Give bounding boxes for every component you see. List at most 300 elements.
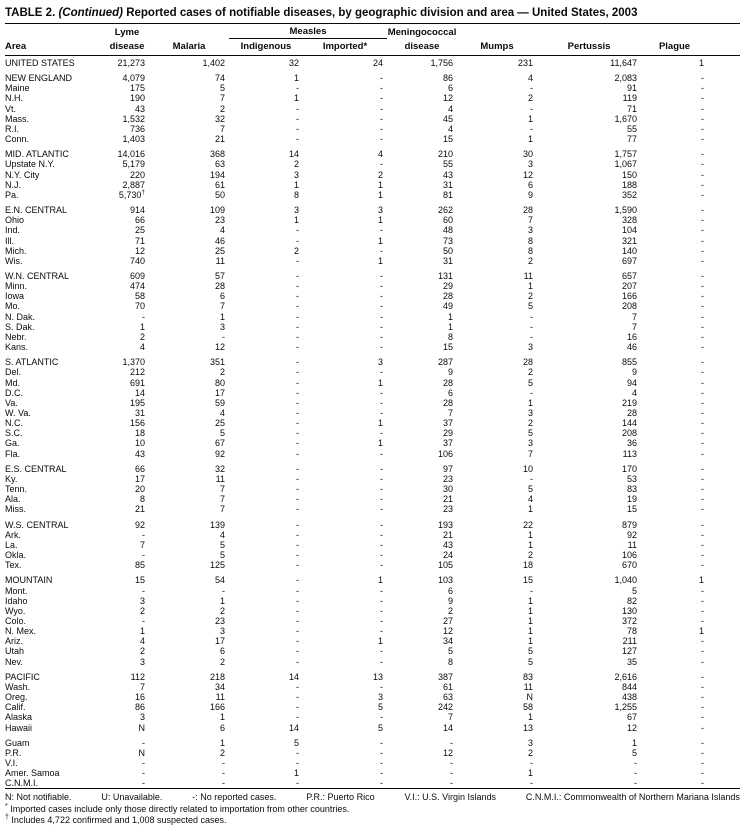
value-cell: - xyxy=(380,281,384,292)
table-row xyxy=(5,449,740,459)
value-cell: - xyxy=(380,448,384,459)
area-cell: N. Dak. xyxy=(5,311,36,322)
area-cell: Wyo. xyxy=(5,605,26,616)
filler-cell xyxy=(708,646,740,656)
value-cell: 85 xyxy=(134,560,145,571)
footnote-marker: † xyxy=(5,813,9,821)
value-cell: - xyxy=(701,73,705,84)
value-cell: 1 xyxy=(293,215,299,226)
value-cell: - xyxy=(701,159,705,170)
value-cell: 43 xyxy=(134,448,145,459)
col-header-indigenous: Indigenous xyxy=(229,39,303,56)
value-cell: 10 xyxy=(523,463,534,474)
value-cell: 5 xyxy=(528,484,534,495)
value-cell: 208 xyxy=(621,301,638,312)
value-cell: - xyxy=(701,529,705,540)
value-cell: 3 xyxy=(219,321,225,332)
value-cell: - xyxy=(380,408,384,418)
filler-cell xyxy=(708,357,740,367)
value-cell: - xyxy=(701,463,705,474)
value-cell: 1 xyxy=(293,768,299,779)
legend-item: -: No reported cases. xyxy=(192,792,277,803)
value-cell: 12 xyxy=(523,169,534,180)
value-cell: 2 xyxy=(528,747,534,758)
value-cell: - xyxy=(296,428,299,439)
value-cell: - xyxy=(701,428,705,439)
value-cell: 28 xyxy=(443,291,454,302)
table-row xyxy=(5,438,740,448)
table-row xyxy=(5,626,740,636)
value-cell: 4 xyxy=(219,408,225,418)
value-cell: - xyxy=(296,113,299,124)
table-row xyxy=(5,560,740,570)
value-cell: 21 xyxy=(214,134,225,145)
filler-cell xyxy=(708,398,740,408)
value-cell: 4 xyxy=(632,387,638,398)
value-cell: 691 xyxy=(129,377,145,388)
area-cell: Minn. xyxy=(5,281,28,292)
value-cell: - xyxy=(296,311,299,322)
area-cell: N.Y. City xyxy=(5,169,40,180)
filler-cell xyxy=(708,170,740,180)
value-cell: 14 xyxy=(443,722,454,733)
value-cell: 104 xyxy=(621,225,638,236)
value-cell: - xyxy=(222,585,225,596)
value-cell: 14 xyxy=(134,387,145,398)
value-cell: 19 xyxy=(627,494,638,505)
area-cell: MID. ATLANTIC xyxy=(5,149,69,160)
value-cell: - xyxy=(380,397,384,408)
value-cell: 8 xyxy=(448,331,454,342)
filler-cell xyxy=(708,672,740,682)
value-cell: - xyxy=(701,747,705,758)
table-row xyxy=(5,291,740,301)
value-cell: 7 xyxy=(219,123,225,134)
value-cell: 35 xyxy=(627,656,638,667)
table-row xyxy=(5,205,740,215)
value-cell: 8 xyxy=(139,494,145,505)
value-cell: 2 xyxy=(139,605,145,616)
value-cell: 1 xyxy=(448,321,454,332)
area-cell: N.H. xyxy=(5,93,23,104)
value-cell: 23 xyxy=(214,615,225,626)
filler-cell xyxy=(708,702,740,712)
table-row xyxy=(5,575,740,585)
value-cell: 15 xyxy=(443,134,454,145)
value-cell: - xyxy=(142,585,145,596)
value-cell: - xyxy=(530,778,534,789)
area-cell: P.R. xyxy=(5,747,22,758)
value-cell: N xyxy=(526,692,534,703)
table-row xyxy=(5,682,740,692)
area-cell: N.J. xyxy=(5,179,22,190)
value-cell: - xyxy=(380,758,384,768)
value-cell: 1 xyxy=(219,595,225,606)
value-cell: 3 xyxy=(293,169,299,180)
value-cell: 28 xyxy=(214,281,225,292)
value-cell: 46 xyxy=(214,235,225,246)
value-cell: 5 xyxy=(632,585,638,596)
header-spacer xyxy=(149,24,229,39)
value-cell: 6 xyxy=(448,83,454,94)
value-cell: 82 xyxy=(627,595,638,606)
value-cell: N xyxy=(138,722,145,733)
value-cell: - xyxy=(380,331,384,342)
value-cell: 1 xyxy=(139,321,145,332)
table-row xyxy=(5,367,740,377)
value-cell: 7 xyxy=(139,681,145,692)
value-cell: 5 xyxy=(219,83,225,94)
area-cell: E.S. CENTRAL xyxy=(5,463,67,474)
table-row xyxy=(5,301,740,311)
area-cell: Iowa xyxy=(5,291,25,302)
value-cell: 13 xyxy=(373,671,384,682)
value-cell: - xyxy=(701,539,705,550)
value-cell: - xyxy=(296,397,299,408)
value-cell: - xyxy=(530,83,534,94)
value-cell: 67 xyxy=(627,712,638,723)
value-cell: 7 xyxy=(219,301,225,312)
value-cell: - xyxy=(296,357,299,368)
value-cell: 368 xyxy=(209,149,225,160)
value-cell: 1,370 xyxy=(122,357,145,368)
value-cell: 7 xyxy=(448,712,454,723)
value-cell: 66 xyxy=(134,215,145,226)
value-cell: 207 xyxy=(621,281,638,292)
value-cell: - xyxy=(380,473,384,484)
value-cell: - xyxy=(296,702,299,713)
table-row xyxy=(5,225,740,235)
value-cell: 740 xyxy=(129,255,145,266)
area-cell: Alaska xyxy=(5,712,33,723)
value-cell: 657 xyxy=(621,270,638,281)
area-cell: Guam xyxy=(5,737,30,748)
value-cell: 1 xyxy=(378,179,384,190)
value-cell: 53 xyxy=(627,473,638,484)
value-cell: 28 xyxy=(443,377,454,388)
value-cell: 1 xyxy=(219,311,225,322)
filler-cell xyxy=(708,438,740,448)
value-cell: 1 xyxy=(528,113,534,124)
value-cell: - xyxy=(701,418,705,429)
value-cell: 7 xyxy=(632,311,638,322)
value-cell: - xyxy=(701,377,705,388)
area-cell: S. ATLANTIC xyxy=(5,357,59,368)
value-cell: 83 xyxy=(627,484,638,495)
table-row xyxy=(5,596,740,606)
filler-cell xyxy=(708,408,740,418)
value-cell: 11 xyxy=(215,692,225,703)
table-row xyxy=(5,748,740,758)
value-cell: - xyxy=(296,529,299,540)
value-cell: - xyxy=(296,408,299,418)
value-cell: 31 xyxy=(443,179,454,190)
value-cell: 3 xyxy=(528,159,534,170)
value-cell: 697 xyxy=(621,255,638,266)
value-cell: - xyxy=(701,321,705,332)
value-cell: 9 xyxy=(448,595,454,606)
value-cell: - xyxy=(296,712,299,723)
table-header xyxy=(5,24,740,56)
value-cell: 855 xyxy=(621,357,638,368)
value-cell: 175 xyxy=(129,83,145,94)
value-cell: 195 xyxy=(129,397,145,408)
value-cell: - xyxy=(380,225,384,236)
value-cell: 7 xyxy=(528,215,534,226)
value-cell: 11 xyxy=(215,473,225,484)
value-cell: - xyxy=(701,225,705,236)
value-cell: - xyxy=(296,123,299,134)
value-cell: 2 xyxy=(293,245,299,256)
area-cell: Maine xyxy=(5,83,30,94)
area-cell: PACIFIC xyxy=(5,671,40,682)
value-cell: 3 xyxy=(139,656,145,667)
value-cell: 21 xyxy=(134,504,145,515)
area-cell: S.C. xyxy=(5,428,23,439)
value-cell: - xyxy=(380,646,384,657)
value-cell: - xyxy=(296,585,299,596)
value-cell: 2,083 xyxy=(614,73,638,84)
value-cell: 8 xyxy=(293,189,299,200)
table-row xyxy=(5,484,740,494)
value-cell: - xyxy=(296,291,299,302)
value-cell: 5 xyxy=(219,539,225,550)
value-cell: 30 xyxy=(443,484,454,495)
value-cell: 34 xyxy=(443,636,454,647)
value-cell: - xyxy=(701,281,705,292)
value-cell: 12 xyxy=(214,342,225,353)
value-cell: - xyxy=(296,331,299,342)
value-cell: 7 xyxy=(219,93,225,104)
value-cell: 4 xyxy=(448,123,454,134)
value-cell: - xyxy=(142,758,145,768)
table-title-text: Reported cases of notifiable diseases, by geographic division and area — United States, 2003 xyxy=(126,7,638,19)
value-cell: 166 xyxy=(621,291,638,302)
value-cell: - xyxy=(296,342,299,353)
value-cell: 106 xyxy=(621,550,638,561)
legend-item: C.N.M.I.: Commonwealth of Northern Mariana Islands xyxy=(525,792,740,803)
value-cell: 1 xyxy=(293,73,299,84)
filler-cell xyxy=(708,159,740,169)
value-cell: - xyxy=(701,113,705,124)
value-cell: 1,590 xyxy=(614,205,638,216)
footnote: † Includes 4,722 confirmed and 1,008 suspected cases. xyxy=(5,813,227,825)
table-row xyxy=(5,636,740,646)
value-cell: - xyxy=(701,484,705,495)
area-cell: Mass. xyxy=(5,113,30,124)
filler-cell xyxy=(708,190,740,200)
value-cell: 1 xyxy=(699,575,705,586)
table-row xyxy=(5,357,740,367)
value-cell: 6 xyxy=(219,722,225,733)
filler-cell xyxy=(708,616,740,626)
legend-item: P.R.: Puerto Rico xyxy=(306,792,375,803)
value-cell: - xyxy=(380,113,384,124)
table-row xyxy=(5,738,740,748)
area-cell: Ark. xyxy=(5,529,22,540)
value-cell: 9 xyxy=(528,189,534,200)
filler-cell xyxy=(708,301,740,311)
filler-cell xyxy=(708,367,740,377)
area-cell: NEW ENGLAND xyxy=(5,73,73,84)
table-row xyxy=(5,246,740,256)
filler-cell xyxy=(708,104,740,114)
value-cell: 2 xyxy=(528,367,534,378)
value-cell: 1 xyxy=(528,636,534,647)
filler-cell xyxy=(708,504,740,514)
value-cell: 166 xyxy=(209,702,225,713)
value-cell: 4 xyxy=(219,529,225,540)
value-cell: 11,647 xyxy=(610,58,638,68)
col-header-mumps: Mumps xyxy=(457,39,537,56)
value-cell: - xyxy=(142,311,145,322)
filler-cell xyxy=(708,474,740,484)
table-row xyxy=(5,236,740,246)
value-cell: - xyxy=(296,367,299,378)
value-cell: 15 xyxy=(523,575,534,586)
value-cell: - xyxy=(296,473,299,484)
value-cell: - xyxy=(380,605,384,616)
value-cell: - xyxy=(701,134,705,145)
table-title xyxy=(5,6,740,20)
value-cell: 16 xyxy=(627,331,638,342)
table-row xyxy=(5,586,740,596)
value-cell: - xyxy=(634,768,638,779)
area-cell: Ind. xyxy=(5,225,21,236)
table-row xyxy=(5,702,740,712)
filler-cell xyxy=(708,180,740,190)
value-cell: - xyxy=(296,646,299,657)
value-cell: 37 xyxy=(443,438,454,449)
value-cell: - xyxy=(296,448,299,459)
value-cell: - xyxy=(296,778,299,789)
value-cell: 2 xyxy=(219,367,225,378)
table-row xyxy=(5,104,740,114)
value-cell: - xyxy=(530,123,534,134)
value-cell: 2 xyxy=(528,93,534,104)
value-cell: 1 xyxy=(378,377,384,388)
value-cell: 193 xyxy=(437,519,454,530)
disease-table xyxy=(5,24,740,788)
value-cell: 77 xyxy=(627,134,638,145)
value-cell: 2 xyxy=(139,331,145,342)
table-row xyxy=(5,149,740,159)
legend-item: U: Unavailable. xyxy=(101,792,163,803)
value-cell: - xyxy=(701,342,705,353)
filler-cell xyxy=(708,520,740,530)
value-cell: - xyxy=(296,225,299,236)
value-cell: 43 xyxy=(134,103,145,114)
value-cell: - xyxy=(701,671,705,682)
value-cell: 438 xyxy=(621,692,638,703)
value-cell: 211 xyxy=(622,636,638,647)
value-cell: - xyxy=(701,331,705,342)
value-cell: - xyxy=(380,768,384,779)
col-header-mening-line2: disease xyxy=(387,39,457,56)
value-cell: 1 xyxy=(528,626,534,637)
value-cell: 4,079 xyxy=(122,73,145,84)
value-cell: 5 xyxy=(293,737,299,748)
value-cell: 3 xyxy=(528,737,534,748)
area-cell: Wis. xyxy=(5,255,23,266)
value-cell: 188 xyxy=(621,179,638,190)
value-cell: - xyxy=(380,123,384,134)
value-cell: - xyxy=(701,504,705,515)
value-cell: 1,403 xyxy=(122,134,145,145)
value-cell: 11 xyxy=(523,270,534,281)
filler-cell xyxy=(708,748,740,758)
table-row xyxy=(5,332,740,342)
value-cell: 1,757 xyxy=(614,149,638,160)
value-cell: 21 xyxy=(443,529,454,540)
value-cell: 21 xyxy=(443,494,454,505)
value-cell: 131 xyxy=(437,270,454,281)
table-row xyxy=(5,616,740,626)
table-row xyxy=(5,692,740,702)
filler-cell xyxy=(708,56,740,69)
value-cell: 3 xyxy=(378,692,384,703)
area-cell: Ga. xyxy=(5,438,20,449)
table-row xyxy=(5,342,740,352)
value-cell: - xyxy=(701,270,705,281)
value-cell: 59 xyxy=(214,397,225,408)
value-cell: 1 xyxy=(699,626,705,637)
value-cell: - xyxy=(296,615,299,626)
value-cell: 5 xyxy=(528,377,534,388)
value-cell: - xyxy=(296,550,299,561)
table-row xyxy=(5,712,740,722)
value-cell: 11 xyxy=(627,539,638,550)
value-cell: - xyxy=(380,529,384,540)
value-cell: 57 xyxy=(214,270,225,281)
value-cell: 1 xyxy=(528,529,534,540)
filler-cell xyxy=(708,236,740,246)
value-cell: 97 xyxy=(443,463,454,474)
value-cell: 5 xyxy=(219,550,225,561)
filler-cell xyxy=(708,692,740,702)
area-cell: Mont. xyxy=(5,585,28,596)
value-cell: 2 xyxy=(293,159,299,170)
value-cell: - xyxy=(380,311,384,322)
value-cell: - xyxy=(380,585,384,596)
value-cell: 1 xyxy=(528,397,534,408)
value-cell: - xyxy=(296,519,299,530)
value-cell: 6 xyxy=(448,387,454,398)
value-cell: 1,040 xyxy=(614,575,638,586)
area-cell: Del. xyxy=(5,367,22,378)
area-cell: Ill. xyxy=(5,235,14,246)
value-cell: 23 xyxy=(214,215,225,226)
table-row xyxy=(5,723,740,733)
value-cell: 32 xyxy=(214,463,225,474)
area-cell: Nev. xyxy=(5,656,23,667)
value-cell: 1 xyxy=(528,539,534,550)
value-cell: 106 xyxy=(437,448,454,459)
value-cell: 1 xyxy=(528,605,534,616)
area-cell: W.S. CENTRAL xyxy=(5,519,69,530)
value-cell: 328 xyxy=(621,215,638,226)
value-cell: 11 xyxy=(523,681,534,692)
area-cell: N. Mex. xyxy=(5,626,37,637)
value-cell: 1 xyxy=(528,281,534,292)
value-cell: - xyxy=(701,646,705,657)
area-cell: Conn. xyxy=(5,134,30,145)
value-cell: 3 xyxy=(378,205,384,216)
value-cell: - xyxy=(701,681,705,692)
value-cell: - xyxy=(701,179,705,190)
value-cell: 3 xyxy=(139,595,145,606)
value-cell: 112 xyxy=(130,671,145,682)
